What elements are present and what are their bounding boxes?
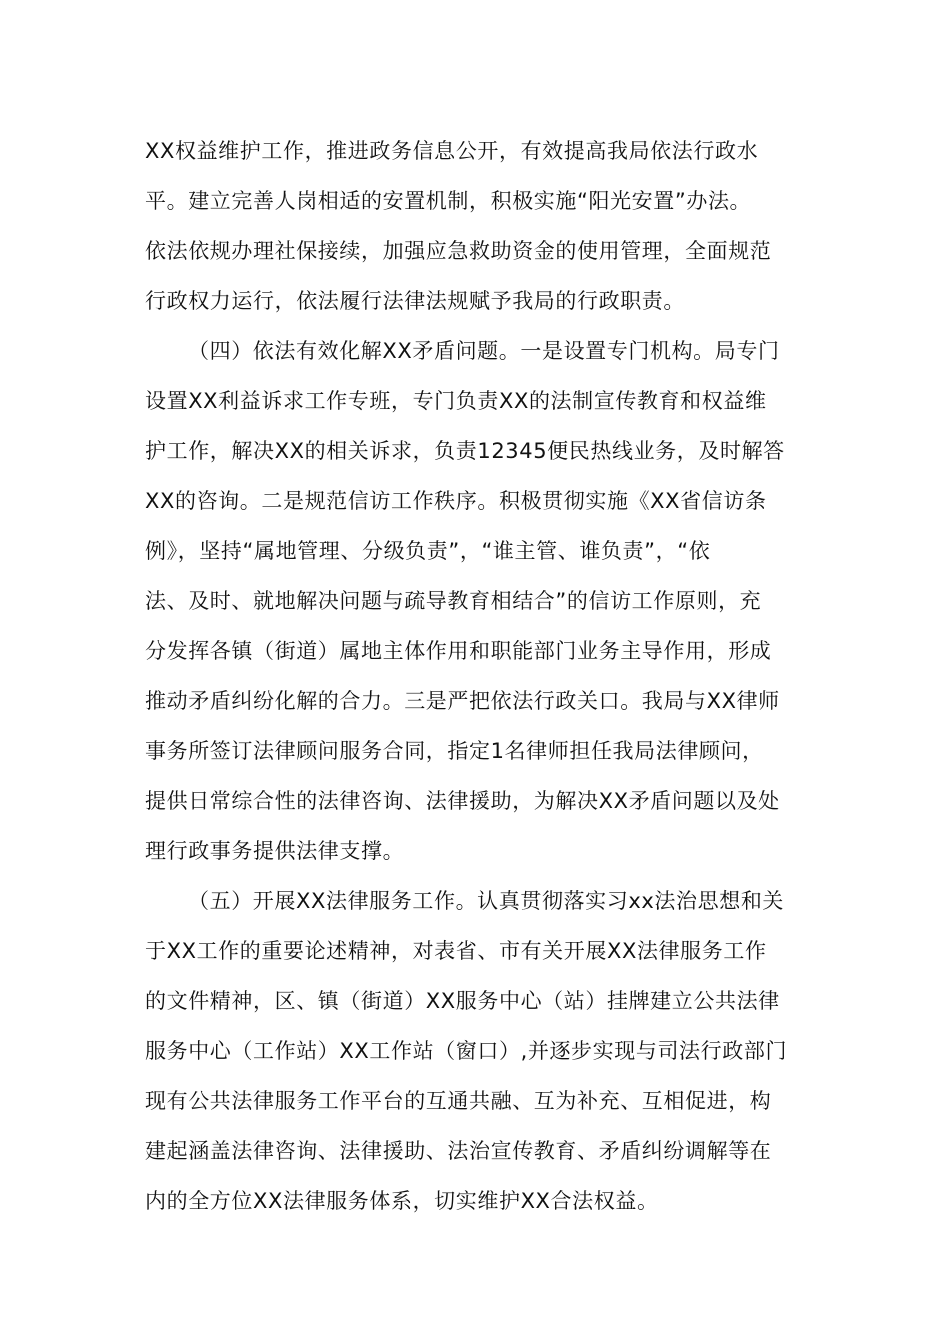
text-line: 提供日常综合性的法律咨询、法律援助，为解决XX矛盾问题以及处 [145,789,780,813]
text-line: XX权益维护工作，推进政务信息公开，有效提高我局依法行政水 [145,139,759,163]
text-line: 例》，坚持“属地管理、分级负责”，“谁主管、谁负责”，“依 [145,539,711,563]
text-line: 分发挥各镇（街道）属地主体作用和职能部门业务主导作用，形成 [145,639,772,663]
text-line: 平。建立完善人岗相适的安置机制，积极实施“阳光安置”办法。 [145,189,752,213]
text-line: XX的咨询。二是规范信访工作秩序。积极贯彻实施《XX省信访条 [145,489,767,513]
text-line: 现有公共法律服务工作平台的互通共融、互为补充、互相促进，构 [145,1089,772,1113]
text-line: 于XX工作的重要论述精神，对表省、市有关开展XX法律服务工作 [145,939,767,963]
paragraph-four-heading-line: （四）依法有效化解XX矛盾问题。一是设置专门机构。局专门 [188,339,780,363]
text-line: 依法依规办理社保接续，加强应急救助资金的使用管理，全面规范 [145,239,772,263]
paragraph-five-heading-line: （五）开展XX法律服务工作。认真贯彻落实习xx法治思想和关 [188,889,785,913]
text-line: 护工作，解决XX的相关诉求，负责12345便民热线业务，及时解答 [145,439,785,463]
text-line: 服务中心（工作站）XX工作站（窗口）,并逐步实现与司法行政部门 [145,1039,788,1063]
text-line: 推动矛盾纠纷化解的合力。三是严把依法行政关口。我局与XX律师 [145,689,780,713]
text-line: 的文件精神，区、镇（街道）XX服务中心（站）挂牌建立公共法律 [145,989,780,1013]
text-line: 事务所签订法律顾问服务合同，指定1名律师担任我局法律顾问， [145,739,764,763]
text-line: 内的全方位XX法律服务体系，切实维护XX合法权益。 [145,1189,659,1213]
text-line: 行政权力运行，依法履行法律法规赋予我局的行政职责。 [145,289,685,313]
text-line: 理行政事务提供法律支撑。 [145,839,405,863]
text-line: 法、及时、就地解决问题与疏导教育相结合”的信访工作原则，充 [145,589,762,613]
text-line: 设置XX利益诉求工作专班，专门负责XX的法制宣传教育和权益维 [145,389,767,413]
text-line: 建起涵盖法律咨询、法律援助、法治宣传教育、矛盾纠纷调解等在 [145,1139,772,1163]
